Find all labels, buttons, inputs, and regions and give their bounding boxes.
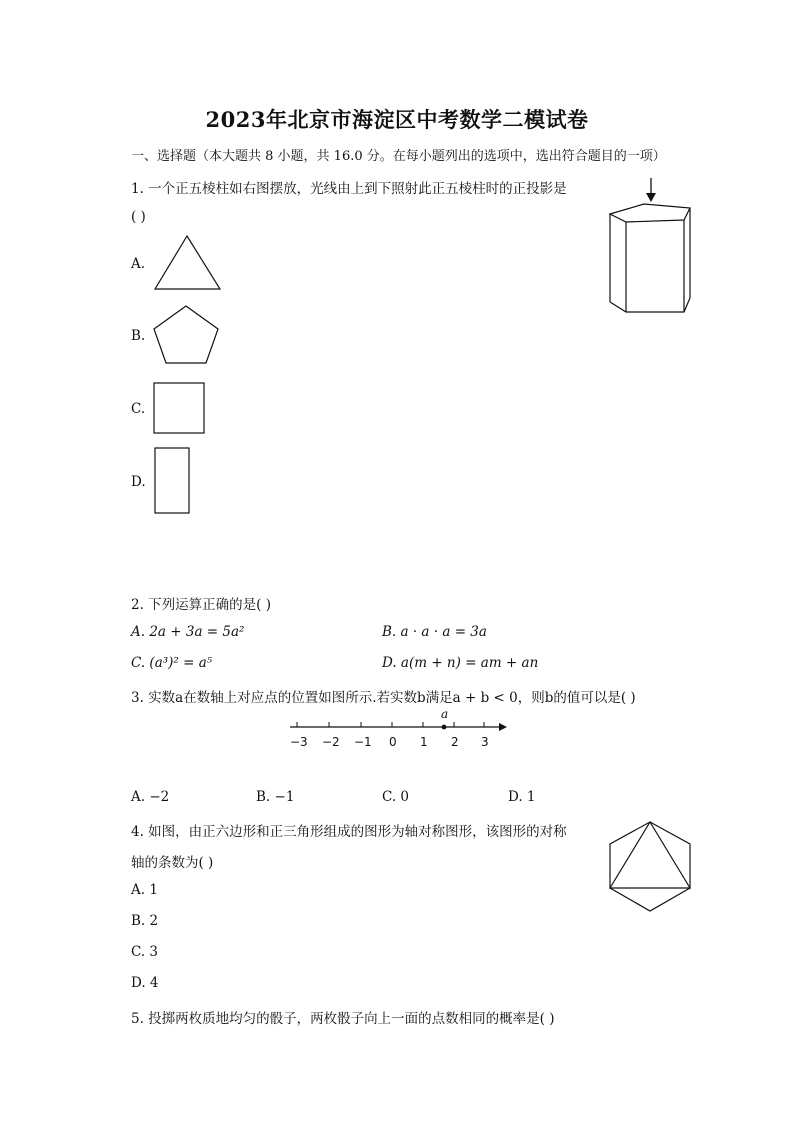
q1-option-b-label: B. (131, 328, 146, 344)
q2-option-a: A. 2a + 3a = 5a² (131, 624, 245, 640)
q1-option-c-label: C. (131, 401, 146, 417)
q1-option-a-triangle (150, 232, 225, 294)
q2-option-b: B. a · a · a = 3a (382, 624, 487, 640)
q3-option-d: D. 1 (508, 789, 536, 805)
q4-option-a: A. 1 (131, 882, 158, 898)
q1-option-b-pentagon (150, 302, 225, 367)
q2-option-c: C. (a³)² = a⁵ (131, 655, 213, 671)
q3-tick-label: 3 (481, 735, 489, 749)
q3-option-a: A. −2 (131, 789, 170, 805)
q4-option-b: B. 2 (131, 913, 159, 929)
q1-option-c-square (150, 380, 210, 436)
q4-option-c: C. 3 (131, 944, 159, 960)
q3-point-label: a (441, 707, 449, 721)
q2-text: 2. 下列运算正确的是( ) (131, 597, 271, 613)
q1-option-a-label: A. (131, 256, 146, 272)
q4-hexagon-triangle-figure (604, 818, 696, 916)
q3-tick-label: 2 (451, 735, 459, 749)
q1-paren: ( ) (131, 209, 146, 225)
q3-text: 3. 实数a在数轴上对应点的位置如图所示.若实数b满足a + b < 0，则b的值可以是( ) (131, 690, 636, 706)
q4-option-d: D. 4 (131, 975, 159, 991)
q4-text-line2: 轴的条数为( ) (131, 855, 214, 871)
q1-text: 1. 一个正五棱柱如右图摆放，光线由上到下照射此正五棱柱时的正投影是 (131, 181, 567, 197)
q1-option-d-rectangle (150, 446, 195, 516)
q3-tick-label: −3 (290, 735, 308, 749)
section-heading: 一、选择题（本大题共 8 小题，共 16.0 分。在每小题列出的选项中，选出符合题目的一项） (131, 149, 666, 164)
q4-text-line1: 4. 如图，由正六边形和正三角形组成的图形为轴对称图形，该图形的对称 (131, 824, 567, 840)
q1-pentagonal-prism-figure (606, 178, 696, 316)
q3-option-c: C. 0 (382, 789, 410, 805)
page-title: 2023年北京市海淀区中考数学二模试卷 (205, 107, 589, 132)
q5-text: 5. 投掷两枚质地均匀的骰子，两枚骰子向上一面的点数相同的概率是( ) (131, 1011, 555, 1027)
q3-tick-label: −1 (354, 735, 372, 749)
q3-tick-label: −2 (322, 735, 340, 749)
q2-option-d: D. a(m + n) = am + an (382, 655, 539, 671)
q1-option-d-label: D. (131, 474, 146, 490)
q3-option-b: B. −1 (256, 789, 295, 805)
q3-tick-label: 0 (389, 735, 397, 749)
q3-point-a (442, 725, 447, 730)
q3-tick-label: 1 (420, 735, 428, 749)
